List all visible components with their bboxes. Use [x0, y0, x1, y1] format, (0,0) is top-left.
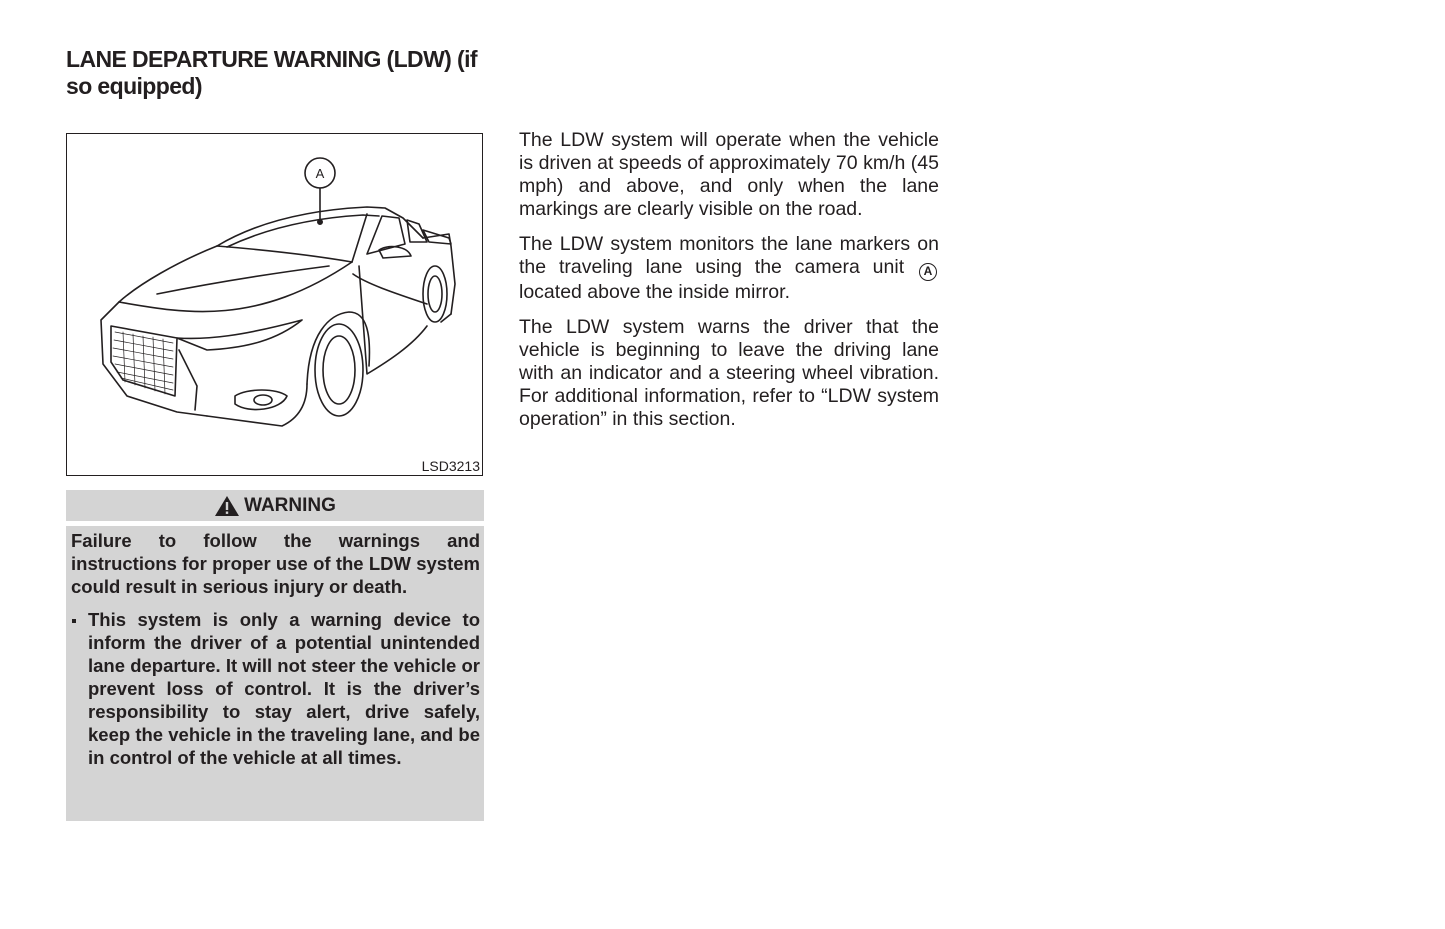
callout-a-icon: A [919, 263, 937, 281]
figure-code: LSD3213 [421, 458, 480, 474]
car-camera-figure [66, 133, 483, 476]
paragraph-warning-behavior: The LDW system warns the driver that the vehicle is beginning to leave the driving lane with an indicator and a steering wheel vibration. For additional information, refer to “LDW system operation” in this section. [519, 316, 939, 430]
callout-a-label: A [315, 166, 325, 181]
section-heading: LANE DEPARTURE WARNING (LDW) (if so equipped) [66, 46, 477, 99]
paragraph-camera-unit: The LDW system monitors the lane markers on the traveling lane using the camera unit A located above the inside mirror. [519, 233, 939, 303]
warning-body [66, 526, 484, 821]
warning-title: WARNING [244, 494, 336, 516]
paragraph-operation-speed: The LDW system will operate when the vehicle is driven at speeds of approximately 70 km/h (45 mph) and above, and only when the lane markings are clearly visible on the road. [519, 129, 939, 220]
body-text [519, 129, 939, 443]
warning-triangle-icon [214, 495, 240, 517]
warning-bullet: This system is only a warning device to inform the driver of a potential unintended lane departure. It will not steer the vehicle or prevent loss of control. It is the driver’s responsibility to stay alert, drive safely, keep the vehicle in the traveling lane, and be in control of the vehicle at all times. [71, 608, 480, 769]
warning-bullet-list [71, 608, 480, 769]
warning-header [66, 490, 484, 521]
warning-intro: Failure to follow the warnings and instructions for proper use of the LDW system could result in serious injury or death. [71, 530, 480, 597]
car-illustration [67, 134, 482, 475]
